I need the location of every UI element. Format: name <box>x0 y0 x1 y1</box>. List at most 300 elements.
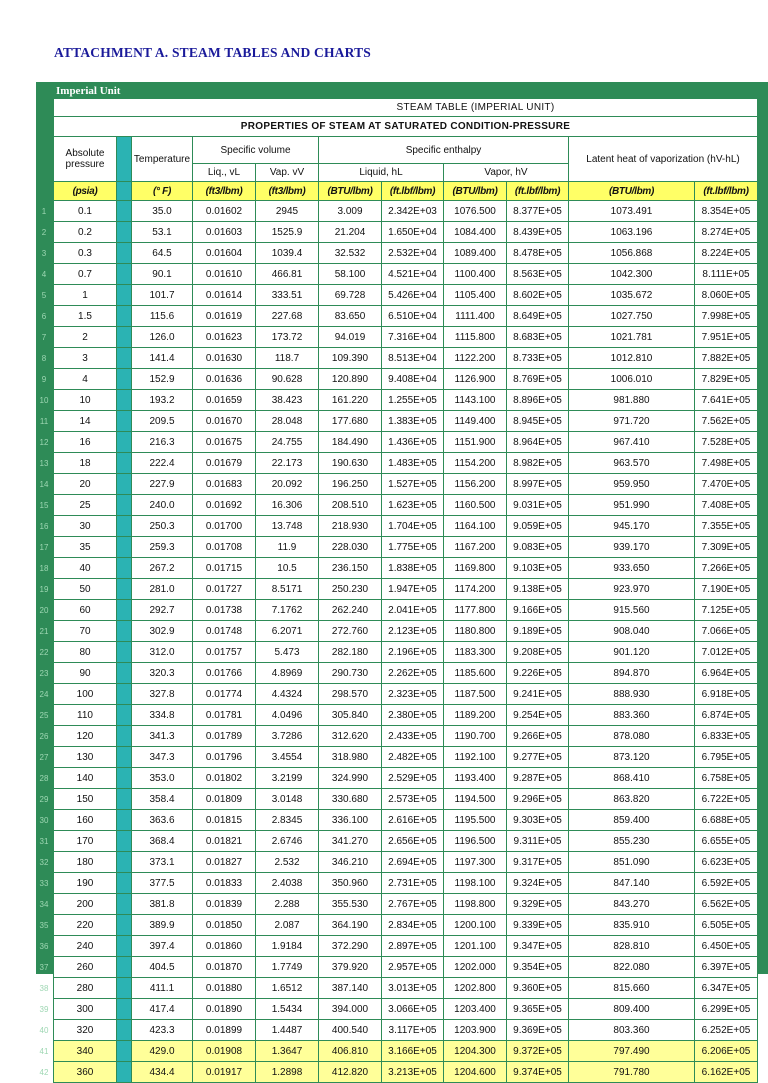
cell-temperature: 250.3 <box>132 516 193 537</box>
cell-vap-volume: 10.5 <box>256 558 319 579</box>
cell-latent-heat-btu: 1021.781 <box>569 327 695 348</box>
cell-latent-heat-ftlbf: 7.951E+05 <box>695 327 758 348</box>
table-row <box>54 726 758 747</box>
table-row <box>54 789 758 810</box>
cell-latent-heat-btu: 894.870 <box>569 663 695 684</box>
cell-latent-heat-btu: 945.170 <box>569 516 695 537</box>
cell-vapor-enthalpy-btu: 1169.800 <box>444 558 507 579</box>
cell-pressure: 35 <box>54 537 117 558</box>
cell-latent-heat-ftlbf: 7.012E+05 <box>695 642 758 663</box>
teal-cell <box>117 369 132 390</box>
cell-liquid-enthalpy-ftlbf: 1.483E+05 <box>382 453 444 474</box>
cell-pressure: 190 <box>54 873 117 894</box>
cell-liquid-enthalpy-btu: 236.150 <box>319 558 382 579</box>
cell-vapor-enthalpy-ftlbf: 8.649E+05 <box>507 306 569 327</box>
cell-vapor-enthalpy-btu: 1203.400 <box>444 999 507 1020</box>
cell-latent-heat-btu: 963.570 <box>569 453 695 474</box>
cell-vapor-enthalpy-btu: 1197.300 <box>444 852 507 873</box>
cell-liquid-enthalpy-btu: 341.270 <box>319 831 382 852</box>
unit-vap-volume: (ft3/lbm) <box>256 182 319 201</box>
cell-pressure: 130 <box>54 747 117 768</box>
row-number: 27 <box>39 752 49 762</box>
cell-pressure: 340 <box>54 1041 117 1062</box>
cell-liquid-enthalpy-btu: 298.570 <box>319 684 382 705</box>
cell-latent-heat-ftlbf: 7.190E+05 <box>695 579 758 600</box>
header-vapor-hv: Vapor, hV <box>444 164 569 182</box>
table-title: STEAM TABLE (IMPERIAL UNIT) <box>54 99 758 117</box>
cell-liquid-enthalpy-btu: 355.530 <box>319 894 382 915</box>
cell-temperature: 327.8 <box>132 684 193 705</box>
cell-vapor-enthalpy-btu: 1192.100 <box>444 747 507 768</box>
cell-vap-volume: 2.532 <box>256 852 319 873</box>
cell-pressure: 16 <box>54 432 117 453</box>
row-number: 29 <box>39 794 49 804</box>
table-row <box>54 705 758 726</box>
cell-vapor-enthalpy-ftlbf: 9.138E+05 <box>507 579 569 600</box>
cell-vap-volume: 3.7286 <box>256 726 319 747</box>
cell-liquid-enthalpy-ftlbf: 2.616E+05 <box>382 810 444 831</box>
unit-liquid-btu: (BTU/lbm) <box>319 182 382 201</box>
cell-liquid-enthalpy-ftlbf: 2.433E+05 <box>382 726 444 747</box>
cell-liquid-enthalpy-ftlbf: 2.573E+05 <box>382 789 444 810</box>
cell-temperature: 347.3 <box>132 747 193 768</box>
cell-temperature: 312.0 <box>132 642 193 663</box>
cell-liq-volume: 0.01827 <box>193 852 256 873</box>
cell-latent-heat-btu: 1063.196 <box>569 222 695 243</box>
cell-liquid-enthalpy-btu: 184.490 <box>319 432 382 453</box>
table-row <box>54 537 758 558</box>
cell-latent-heat-btu: 815.660 <box>569 978 695 999</box>
cell-pressure: 100 <box>54 684 117 705</box>
cell-latent-heat-btu: 863.820 <box>569 789 695 810</box>
table-row <box>54 1020 758 1041</box>
cell-vap-volume: 5.473 <box>256 642 319 663</box>
cell-liq-volume: 0.01602 <box>193 201 256 222</box>
cell-vap-volume: 333.51 <box>256 285 319 306</box>
cell-latent-heat-ftlbf: 7.266E+05 <box>695 558 758 579</box>
cell-vapor-enthalpy-ftlbf: 8.683E+05 <box>507 327 569 348</box>
cell-pressure: 4 <box>54 369 117 390</box>
row-number: 21 <box>39 626 49 636</box>
teal-cell <box>117 1062 132 1083</box>
unit-vapor-btu: (BTU/lbm) <box>444 182 507 201</box>
cell-temperature: 320.3 <box>132 663 193 684</box>
cell-vapor-enthalpy-ftlbf: 9.360E+05 <box>507 978 569 999</box>
table-row <box>54 390 758 411</box>
cell-liquid-enthalpy-ftlbf: 1.704E+05 <box>382 516 444 537</box>
cell-vapor-enthalpy-btu: 1160.500 <box>444 495 507 516</box>
cell-liq-volume: 0.01636 <box>193 369 256 390</box>
row-number: 11 <box>39 416 49 426</box>
table-row <box>54 768 758 789</box>
cell-liquid-enthalpy-btu: 346.210 <box>319 852 382 873</box>
teal-cell <box>117 957 132 978</box>
table-row <box>54 474 758 495</box>
table-row <box>54 285 758 306</box>
cell-vapor-enthalpy-ftlbf: 9.287E+05 <box>507 768 569 789</box>
row-number: 14 <box>39 479 49 489</box>
cell-vapor-enthalpy-ftlbf: 8.563E+05 <box>507 264 569 285</box>
cell-liq-volume: 0.01715 <box>193 558 256 579</box>
cell-liquid-enthalpy-btu: 21.204 <box>319 222 382 243</box>
cell-pressure: 320 <box>54 1020 117 1041</box>
cell-temperature: 259.3 <box>132 537 193 558</box>
cell-temperature: 126.0 <box>132 327 193 348</box>
teal-cell <box>117 537 132 558</box>
table-row <box>54 1062 758 1083</box>
row-number: 32 <box>39 857 49 867</box>
cell-liquid-enthalpy-btu: 350.960 <box>319 873 382 894</box>
cell-vapor-enthalpy-btu: 1167.200 <box>444 537 507 558</box>
cell-liquid-enthalpy-ftlbf: 1.436E+05 <box>382 432 444 453</box>
cell-liq-volume: 0.01796 <box>193 747 256 768</box>
table-row <box>54 201 758 222</box>
cell-temperature: 209.5 <box>132 411 193 432</box>
cell-vap-volume: 1.4487 <box>256 1020 319 1041</box>
cell-liq-volume: 0.01603 <box>193 222 256 243</box>
cell-vapor-enthalpy-btu: 1126.900 <box>444 369 507 390</box>
row-number: 13 <box>39 458 49 468</box>
cell-liq-volume: 0.01619 <box>193 306 256 327</box>
teal-cell <box>117 978 132 999</box>
cell-pressure: 18 <box>54 453 117 474</box>
row-number: 1 <box>41 206 47 216</box>
cell-vapor-enthalpy-ftlbf: 8.896E+05 <box>507 390 569 411</box>
table-row <box>54 894 758 915</box>
steam-table-sheet <box>36 82 768 1078</box>
cell-liq-volume: 0.01623 <box>193 327 256 348</box>
row-number: 31 <box>39 836 49 846</box>
cell-latent-heat-ftlbf: 7.882E+05 <box>695 348 758 369</box>
table-row <box>54 243 758 264</box>
cell-vapor-enthalpy-ftlbf: 9.303E+05 <box>507 810 569 831</box>
cell-liquid-enthalpy-btu: 282.180 <box>319 642 382 663</box>
table-row <box>54 306 758 327</box>
cell-pressure: 170 <box>54 831 117 852</box>
row-number: 40 <box>39 1025 49 1035</box>
header-vap-vv: Vap. vV <box>256 164 319 182</box>
teal-cell <box>117 432 132 453</box>
cell-vapor-enthalpy-ftlbf: 9.226E+05 <box>507 663 569 684</box>
cell-pressure: 80 <box>54 642 117 663</box>
cell-liquid-enthalpy-btu: 83.650 <box>319 306 382 327</box>
teal-cell <box>117 285 132 306</box>
teal-cell <box>117 915 132 936</box>
teal-cell <box>117 768 132 789</box>
cell-latent-heat-ftlbf: 6.795E+05 <box>695 747 758 768</box>
cell-vapor-enthalpy-ftlbf: 9.241E+05 <box>507 684 569 705</box>
row-number: 34 <box>39 899 49 909</box>
cell-latent-heat-ftlbf: 6.252E+05 <box>695 1020 758 1041</box>
cell-temperature: 363.6 <box>132 810 193 831</box>
document-title: ATTACHMENT A. STEAM TABLES AND CHARTS <box>54 45 371 60</box>
cell-liq-volume: 0.01917 <box>193 1062 256 1083</box>
cell-pressure: 220 <box>54 915 117 936</box>
row-number: 10 <box>39 395 49 405</box>
cell-temperature: 141.4 <box>132 348 193 369</box>
table-row <box>54 432 758 453</box>
cell-liq-volume: 0.01890 <box>193 999 256 1020</box>
cell-vapor-enthalpy-btu: 1190.700 <box>444 726 507 747</box>
cell-liq-volume: 0.01860 <box>193 936 256 957</box>
cell-vapor-enthalpy-ftlbf: 9.277E+05 <box>507 747 569 768</box>
cell-vapor-enthalpy-btu: 1151.900 <box>444 432 507 453</box>
cell-vapor-enthalpy-ftlbf: 8.478E+05 <box>507 243 569 264</box>
cell-latent-heat-btu: 859.400 <box>569 810 695 831</box>
cell-vap-volume: 2.4038 <box>256 873 319 894</box>
cell-temperature: 64.5 <box>132 243 193 264</box>
cell-liquid-enthalpy-ftlbf: 2.694E+05 <box>382 852 444 873</box>
cell-vapor-enthalpy-btu: 1194.500 <box>444 789 507 810</box>
table-row <box>54 621 758 642</box>
cell-pressure: 110 <box>54 705 117 726</box>
cell-temperature: 389.9 <box>132 915 193 936</box>
cell-temperature: 381.8 <box>132 894 193 915</box>
table-row <box>54 810 758 831</box>
cell-vap-volume: 2.087 <box>256 915 319 936</box>
cell-liq-volume: 0.01802 <box>193 768 256 789</box>
teal-cell <box>117 873 132 894</box>
header-absolute-pressure: Absolute pressure <box>54 137 117 182</box>
cell-temperature: 227.9 <box>132 474 193 495</box>
cell-vapor-enthalpy-ftlbf: 9.365E+05 <box>507 999 569 1020</box>
cell-latent-heat-ftlbf: 8.354E+05 <box>695 201 758 222</box>
cell-vapor-enthalpy-btu: 1164.100 <box>444 516 507 537</box>
cell-liquid-enthalpy-btu: 190.630 <box>319 453 382 474</box>
unit-liq-volume: (ft3/lbm) <box>193 182 256 201</box>
table-row <box>54 831 758 852</box>
cell-vapor-enthalpy-ftlbf: 9.347E+05 <box>507 936 569 957</box>
header-temperature: Temperature <box>132 137 193 182</box>
cell-temperature: 341.3 <box>132 726 193 747</box>
cell-latent-heat-btu: 923.970 <box>569 579 695 600</box>
cell-temperature: 216.3 <box>132 432 193 453</box>
cell-liquid-enthalpy-ftlbf: 1.527E+05 <box>382 474 444 495</box>
teal-cell <box>117 243 132 264</box>
row-number: 25 <box>39 710 49 720</box>
cell-temperature: 53.1 <box>132 222 193 243</box>
cell-temperature: 101.7 <box>132 285 193 306</box>
cell-vap-volume: 1525.9 <box>256 222 319 243</box>
teal-cell <box>117 390 132 411</box>
cell-vapor-enthalpy-btu: 1185.600 <box>444 663 507 684</box>
cell-vapor-enthalpy-btu: 1204.600 <box>444 1062 507 1083</box>
cell-temperature: 152.9 <box>132 369 193 390</box>
cell-liquid-enthalpy-btu: 228.030 <box>319 537 382 558</box>
cell-vapor-enthalpy-ftlbf: 9.374E+05 <box>507 1062 569 1083</box>
row-number: 3 <box>41 248 47 258</box>
cell-pressure: 360 <box>54 1062 117 1083</box>
cell-vap-volume: 1.9184 <box>256 936 319 957</box>
cell-pressure: 90 <box>54 663 117 684</box>
cell-temperature: 90.1 <box>132 264 193 285</box>
cell-vap-volume: 1.7749 <box>256 957 319 978</box>
cell-liquid-enthalpy-btu: 208.510 <box>319 495 382 516</box>
cell-latent-heat-btu: 847.140 <box>569 873 695 894</box>
cell-latent-heat-ftlbf: 6.874E+05 <box>695 705 758 726</box>
cell-liquid-enthalpy-ftlbf: 2.482E+05 <box>382 747 444 768</box>
unit-psia: (psia) <box>54 182 117 201</box>
cell-pressure: 25 <box>54 495 117 516</box>
cell-pressure: 1.5 <box>54 306 117 327</box>
cell-latent-heat-ftlbf: 6.206E+05 <box>695 1041 758 1062</box>
cell-latent-heat-ftlbf: 7.641E+05 <box>695 390 758 411</box>
header-liquid-hl: Liquid, hL <box>319 164 444 182</box>
cell-vap-volume: 38.423 <box>256 390 319 411</box>
cell-latent-heat-btu: 843.270 <box>569 894 695 915</box>
cell-vap-volume: 22.173 <box>256 453 319 474</box>
cell-vapor-enthalpy-btu: 1122.200 <box>444 348 507 369</box>
cell-vapor-enthalpy-btu: 1187.500 <box>444 684 507 705</box>
cell-liq-volume: 0.01679 <box>193 453 256 474</box>
cell-liq-volume: 0.01781 <box>193 705 256 726</box>
cell-latent-heat-btu: 791.780 <box>569 1062 695 1083</box>
cell-vapor-enthalpy-btu: 1189.200 <box>444 705 507 726</box>
table-row <box>54 516 758 537</box>
cell-vap-volume: 6.2071 <box>256 621 319 642</box>
cell-liq-volume: 0.01604 <box>193 243 256 264</box>
cell-liq-volume: 0.01821 <box>193 831 256 852</box>
cell-liq-volume: 0.01766 <box>193 663 256 684</box>
cell-temperature: 193.2 <box>132 390 193 411</box>
cell-vap-volume: 3.0148 <box>256 789 319 810</box>
cell-liquid-enthalpy-btu: 196.250 <box>319 474 382 495</box>
cell-vap-volume: 2945 <box>256 201 319 222</box>
cell-latent-heat-btu: 1027.750 <box>569 306 695 327</box>
cell-liquid-enthalpy-btu: 32.532 <box>319 243 382 264</box>
cell-latent-heat-ftlbf: 6.918E+05 <box>695 684 758 705</box>
cell-vapor-enthalpy-btu: 1202.000 <box>444 957 507 978</box>
cell-vapor-enthalpy-ftlbf: 9.329E+05 <box>507 894 569 915</box>
cell-vapor-enthalpy-ftlbf: 9.266E+05 <box>507 726 569 747</box>
cell-vapor-enthalpy-ftlbf: 9.296E+05 <box>507 789 569 810</box>
cell-liquid-enthalpy-ftlbf: 3.066E+05 <box>382 999 444 1020</box>
cell-vapor-enthalpy-ftlbf: 9.103E+05 <box>507 558 569 579</box>
cell-liq-volume: 0.01899 <box>193 1020 256 1041</box>
cell-latent-heat-btu: 878.080 <box>569 726 695 747</box>
unit-vapor-ftlbf: (ft.lbf/lbm) <box>507 182 569 201</box>
cell-liquid-enthalpy-ftlbf: 3.013E+05 <box>382 978 444 999</box>
cell-latent-heat-btu: 851.090 <box>569 852 695 873</box>
cell-liquid-enthalpy-ftlbf: 2.656E+05 <box>382 831 444 852</box>
row-number: 15 <box>39 500 49 510</box>
row-number: 12 <box>39 437 49 447</box>
cell-pressure: 0.2 <box>54 222 117 243</box>
cell-vapor-enthalpy-btu: 1204.300 <box>444 1041 507 1062</box>
cell-latent-heat-btu: 981.880 <box>569 390 695 411</box>
cell-liq-volume: 0.01774 <box>193 684 256 705</box>
cell-liquid-enthalpy-btu: 318.980 <box>319 747 382 768</box>
unit-latent-ftlbf: (ft.lbf/lbm) <box>695 182 758 201</box>
cell-liquid-enthalpy-btu: 372.290 <box>319 936 382 957</box>
cell-vapor-enthalpy-btu: 1195.500 <box>444 810 507 831</box>
row-number: 16 <box>39 521 49 531</box>
table-row <box>54 852 758 873</box>
cell-liq-volume: 0.01700 <box>193 516 256 537</box>
teal-cell <box>117 747 132 768</box>
cell-latent-heat-ftlbf: 8.224E+05 <box>695 243 758 264</box>
cell-latent-heat-ftlbf: 6.397E+05 <box>695 957 758 978</box>
cell-vapor-enthalpy-btu: 1180.800 <box>444 621 507 642</box>
cell-liquid-enthalpy-ftlbf: 1.775E+05 <box>382 537 444 558</box>
row-number: 20 <box>39 605 49 615</box>
cell-liquid-enthalpy-ftlbf: 7.316E+04 <box>382 327 444 348</box>
cell-pressure: 160 <box>54 810 117 831</box>
cell-latent-heat-btu: 868.410 <box>569 768 695 789</box>
table-row <box>54 663 758 684</box>
cell-liquid-enthalpy-btu: 250.230 <box>319 579 382 600</box>
cell-pressure: 70 <box>54 621 117 642</box>
cell-liquid-enthalpy-ftlbf: 2.897E+05 <box>382 936 444 957</box>
teal-cell <box>117 495 132 516</box>
cell-liquid-enthalpy-ftlbf: 2.342E+03 <box>382 201 444 222</box>
cell-latent-heat-btu: 1073.491 <box>569 201 695 222</box>
cell-temperature: 35.0 <box>132 201 193 222</box>
table-row <box>54 558 758 579</box>
cell-vapor-enthalpy-ftlbf: 9.254E+05 <box>507 705 569 726</box>
cell-latent-heat-btu: 873.120 <box>569 747 695 768</box>
header-specific-volume: Specific volume <box>193 137 319 164</box>
cell-liquid-enthalpy-btu: 272.760 <box>319 621 382 642</box>
cell-latent-heat-ftlbf: 6.347E+05 <box>695 978 758 999</box>
table-row <box>54 369 758 390</box>
cell-latent-heat-btu: 1035.672 <box>569 285 695 306</box>
table-row <box>54 747 758 768</box>
cell-vap-volume: 1.3647 <box>256 1041 319 1062</box>
cell-temperature: 334.8 <box>132 705 193 726</box>
table-row <box>54 495 758 516</box>
cell-vapor-enthalpy-btu: 1198.100 <box>444 873 507 894</box>
cell-vap-volume: 1.2898 <box>256 1062 319 1083</box>
cell-vap-volume: 90.628 <box>256 369 319 390</box>
cell-liq-volume: 0.01839 <box>193 894 256 915</box>
cell-vapor-enthalpy-ftlbf: 9.189E+05 <box>507 621 569 642</box>
row-number: 41 <box>39 1046 49 1056</box>
cell-liquid-enthalpy-btu: 109.390 <box>319 348 382 369</box>
table-row <box>54 453 758 474</box>
cell-latent-heat-ftlbf: 7.470E+05 <box>695 474 758 495</box>
cell-liq-volume: 0.01670 <box>193 411 256 432</box>
cell-pressure: 10 <box>54 390 117 411</box>
cell-vap-volume: 11.9 <box>256 537 319 558</box>
cell-latent-heat-btu: 809.400 <box>569 999 695 1020</box>
row-number: 4 <box>41 269 47 279</box>
cell-latent-heat-ftlbf: 8.060E+05 <box>695 285 758 306</box>
cell-latent-heat-btu: 967.410 <box>569 432 695 453</box>
cell-liquid-enthalpy-ftlbf: 3.166E+05 <box>382 1041 444 1062</box>
cell-vapor-enthalpy-ftlbf: 9.208E+05 <box>507 642 569 663</box>
cell-pressure: 3 <box>54 348 117 369</box>
cell-vapor-enthalpy-btu: 1076.500 <box>444 201 507 222</box>
cell-temperature: 302.9 <box>132 621 193 642</box>
cell-latent-heat-ftlbf: 7.355E+05 <box>695 516 758 537</box>
row-number: 2 <box>41 227 47 237</box>
row-number: 42 <box>39 1067 49 1077</box>
cell-liq-volume: 0.01880 <box>193 978 256 999</box>
cell-vapor-enthalpy-btu: 1100.400 <box>444 264 507 285</box>
table-row <box>54 264 758 285</box>
units-row <box>54 182 758 201</box>
cell-liquid-enthalpy-btu: 364.190 <box>319 915 382 936</box>
cell-pressure: 30 <box>54 516 117 537</box>
teal-cell <box>117 894 132 915</box>
row-number: 5 <box>41 290 47 300</box>
teal-cell <box>117 852 132 873</box>
cell-vapor-enthalpy-btu: 1193.400 <box>444 768 507 789</box>
header-liq-vl: Liq., vL <box>193 164 256 182</box>
cell-liquid-enthalpy-btu: 69.728 <box>319 285 382 306</box>
teal-cell <box>117 411 132 432</box>
